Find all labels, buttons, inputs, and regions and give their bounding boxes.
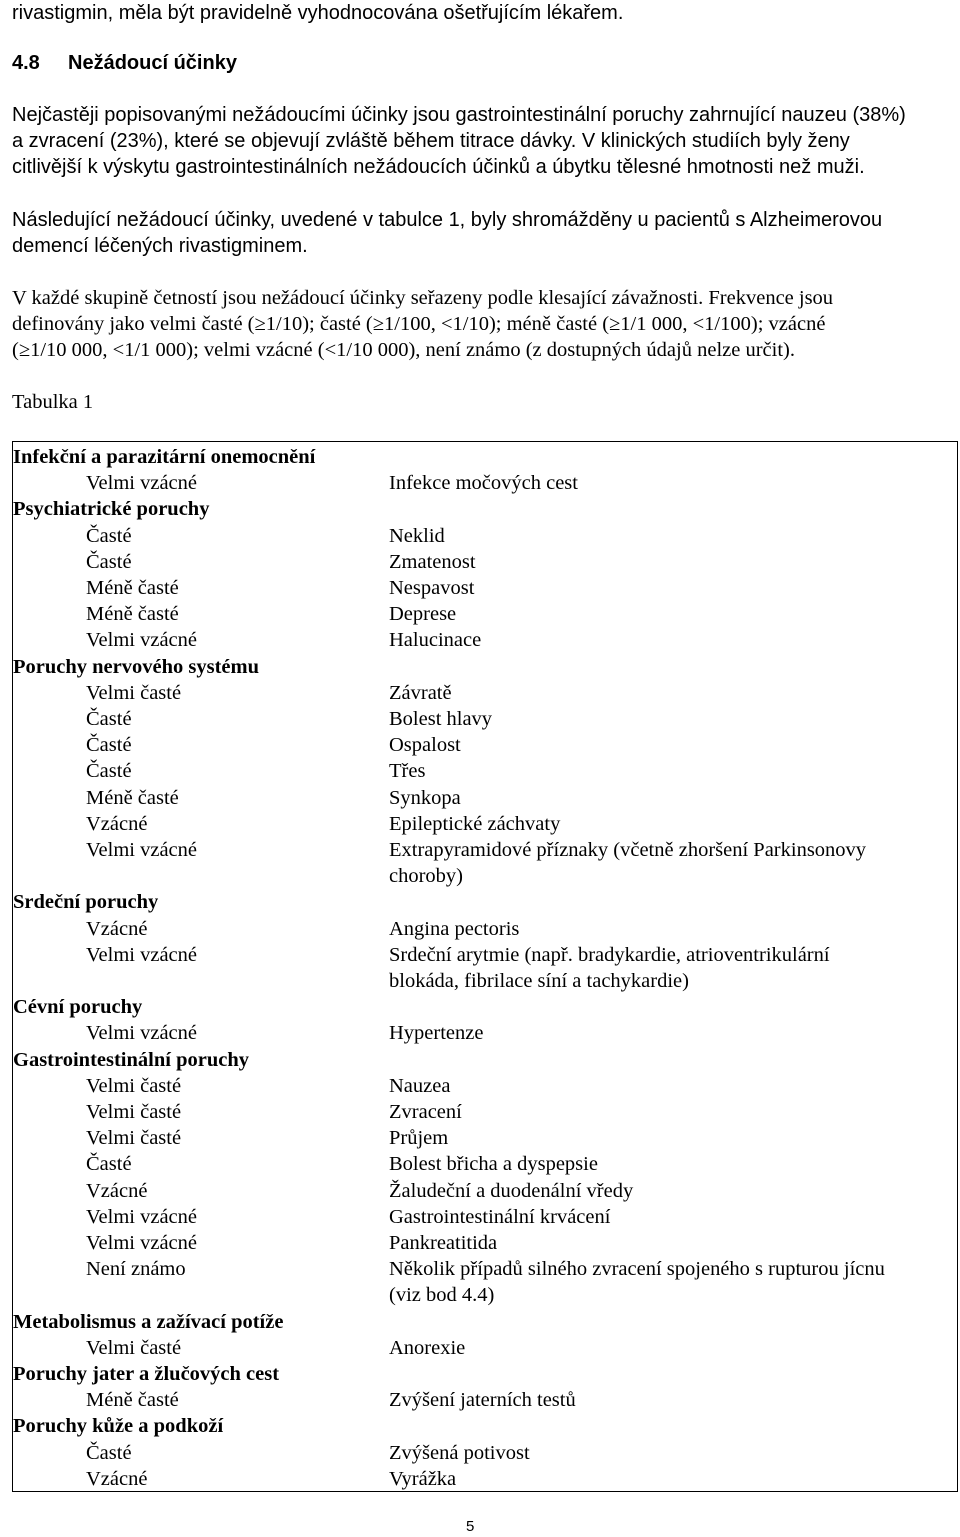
frequency-cell: Časté [86,1441,132,1464]
paragraph-line: a zvracení (23%), které se objevují zvláště během titrace dávky. V klinických studiích byly ženy [12,130,850,152]
table-row [13,1440,957,1466]
section-title: Nežádoucí účinky [68,52,237,74]
effect-cell: Zvýšení jaterních testů [389,1389,576,1412]
paragraph-line: citlivější k výskytu gastrointestinálních nežádoucích účinků a úbytku tělesné hmotnosti než muži. [12,156,865,178]
table-row [13,601,957,627]
table-row [13,706,957,732]
intro-line: rivastigmin, měla být pravidelně vyhodnocována ošetřujícím lékařem. [12,2,624,24]
table-row [13,1466,957,1492]
frequency-cell: Méně časté [86,786,179,809]
effect-cell: Nespavost [389,577,475,599]
section-number: 4.8 [12,52,40,74]
paragraph-common-effects [12,102,948,180]
table-category-row [13,1361,957,1387]
category-cell: Poruchy nervového systému [13,655,259,678]
table-row [13,837,957,863]
effect-cell: Synkopa [389,786,461,809]
table-category-row [13,444,957,470]
table-row [13,1178,957,1204]
table-row [13,627,957,653]
section-heading [12,50,237,76]
table-category-row [13,1413,957,1439]
table-row [13,811,957,837]
frequency-cell: Méně časté [86,577,179,599]
frequency-cell: Časté [86,1153,132,1176]
table-row [13,1230,957,1256]
effect-cell: Neklid [389,524,445,547]
table-row [13,1282,957,1308]
frequency-cell: Velmi časté [86,1074,182,1097]
table-row [13,1073,957,1099]
effect-cell: Hypertenze [389,1022,484,1045]
table-row [13,1335,957,1361]
frequency-cell: Méně časté [86,1389,179,1412]
effect-cell: Anorexie [389,1336,466,1359]
frequency-cell: Vzácné [86,1179,148,1202]
paragraph-frequency-definitions [12,285,948,363]
frequency-cell: Časté [86,524,132,547]
table-row [13,1387,957,1413]
frequency-cell: Velmi vzácné [86,1205,197,1228]
table-row [13,1204,957,1230]
paragraph-line: demencí léčených rivastigminem. [12,235,308,257]
table-category-row [13,654,957,680]
effect-cell: Bolest hlavy [389,708,493,730]
adverse-effects-table [12,441,958,1492]
table-row [13,549,957,575]
frequency-cell: Časté [86,734,132,757]
effect-cell: Deprese [389,603,457,626]
table-row [13,758,957,784]
frequency-cell: Méně časté [86,603,179,626]
effect-cell: Zvracení [389,1101,462,1123]
table-row [13,1125,957,1151]
frequency-cell: Velmi vzácné [86,839,197,861]
paragraph-line: definovány jako velmi časté (≥1/10); časté (≥1/100, <1/10); méně časté (≥1/1 000, <1/100); vzácné [12,313,826,335]
effect-cell: Bolest břicha a dyspepsie [389,1153,598,1176]
table-row [13,523,957,549]
table-row [13,1020,957,1046]
effect-cell: Extrapyramidové příznaky (včetně zhoršení Parkinsonovy [389,839,867,861]
table-row [13,863,957,889]
table-category-row [13,889,957,915]
category-cell: Poruchy jater a žlučových cest [13,1363,280,1385]
table-row [13,575,957,601]
frequency-cell: Velmi časté [86,681,182,704]
frequency-cell: Není známo [86,1258,186,1281]
frequency-cell: Vzácné [86,812,148,835]
frequency-cell: Velmi vzácné [86,1232,197,1254]
category-cell: Poruchy kůže a podkoží [13,1415,224,1438]
category-cell: Infekční a parazitární onemocnění [13,446,316,468]
table-label: Tabulka 1 [12,391,94,413]
frequency-cell: Velmi vzácné [86,1022,197,1045]
table-row [13,1099,957,1125]
category-cell: Cévní poruchy [13,996,143,1019]
category-cell: Psychiatrické poruchy [13,498,210,521]
paragraph-table-intro [12,207,948,259]
paragraph-line: (≥1/10 000, <1/1 000); velmi vzácné (<1/10 000), není známo (z dostupných údajů nelze určit). [12,339,795,361]
frequency-cell: Velmi vzácné [86,629,197,652]
frequency-cell: Vzácné [86,917,148,940]
paragraph-line: Následující nežádoucí účinky, uvedené v tabulce 1, byly shromážděny u pacientů s Alzheimerovou [12,209,883,231]
effect-cell: Zvýšená potivost [389,1441,530,1464]
effect-cell: (viz bod 4.4) [389,1284,495,1307]
effect-cell: Infekce močových cest [389,472,578,495]
category-cell: Metabolismus a zažívací potíže [13,1310,284,1333]
frequency-cell: Velmi vzácné [86,472,197,495]
table-row [13,1151,957,1177]
effect-cell: Třes [389,760,426,783]
effect-cell: Pankreatitida [389,1232,498,1254]
effect-cell: Několik případů silného zvracení spojeného s rupturou jícnu [389,1258,885,1281]
effect-cell: Závratě [389,681,452,704]
effect-cell: Angina pectoris [389,917,520,940]
effect-cell: Průjem [389,1127,449,1150]
frequency-cell: Časté [86,550,132,573]
effect-cell: Gastrointestinální krvácení [389,1205,611,1228]
frequency-cell: Velmi časté [86,1336,182,1359]
category-cell: Srdeční poruchy [13,891,159,914]
effect-cell: Ospalost [389,734,461,757]
frequency-cell: Velmi vzácné [86,943,197,966]
effect-cell: Vyrážka [389,1467,457,1490]
table-row [13,968,957,994]
frequency-cell: Velmi časté [86,1127,182,1150]
effect-cell: Žaludeční a duodenální vředy [389,1179,634,1202]
table-category-row [13,994,957,1020]
frequency-cell: Velmi časté [86,1101,182,1123]
table-category-row [13,1309,957,1335]
frequency-cell: Časté [86,708,132,730]
paragraph-line: Nejčastěji popisovanými nežádoucími účinky jsou gastrointestinální poruchy zahrnující nauzeu (38%) [12,104,906,126]
effect-cell: Halucinace [389,629,482,652]
effect-cell: Srdeční arytmie (např. bradykardie, atrioventrikulární [389,943,830,966]
effect-cell: Nauzea [389,1074,451,1097]
table-row [13,732,957,758]
effect-cell: Zmatenost [389,550,476,573]
paragraph-line: V každé skupině četností jsou nežádoucí účinky seřazeny podle klesající závažnosti. Frekvence jsou [12,287,834,309]
frequency-cell: Vzácné [86,1467,148,1490]
table-row [13,470,957,496]
table-row [13,916,957,942]
effect-cell: blokáda, fibrilace síní a tachykardie) [389,970,689,992]
effect-cell: choroby) [389,865,464,888]
table-category-row [13,496,957,522]
table-row [13,942,957,968]
effect-cell: Epileptické záchvaty [389,812,561,835]
table-row [13,785,957,811]
page-number: 5 [466,1518,475,1535]
table-category-row [13,1047,957,1073]
table-row [13,1256,957,1282]
table-row [13,680,957,706]
frequency-cell: Časté [86,760,132,783]
category-cell: Gastrointestinální poruchy [13,1048,249,1071]
